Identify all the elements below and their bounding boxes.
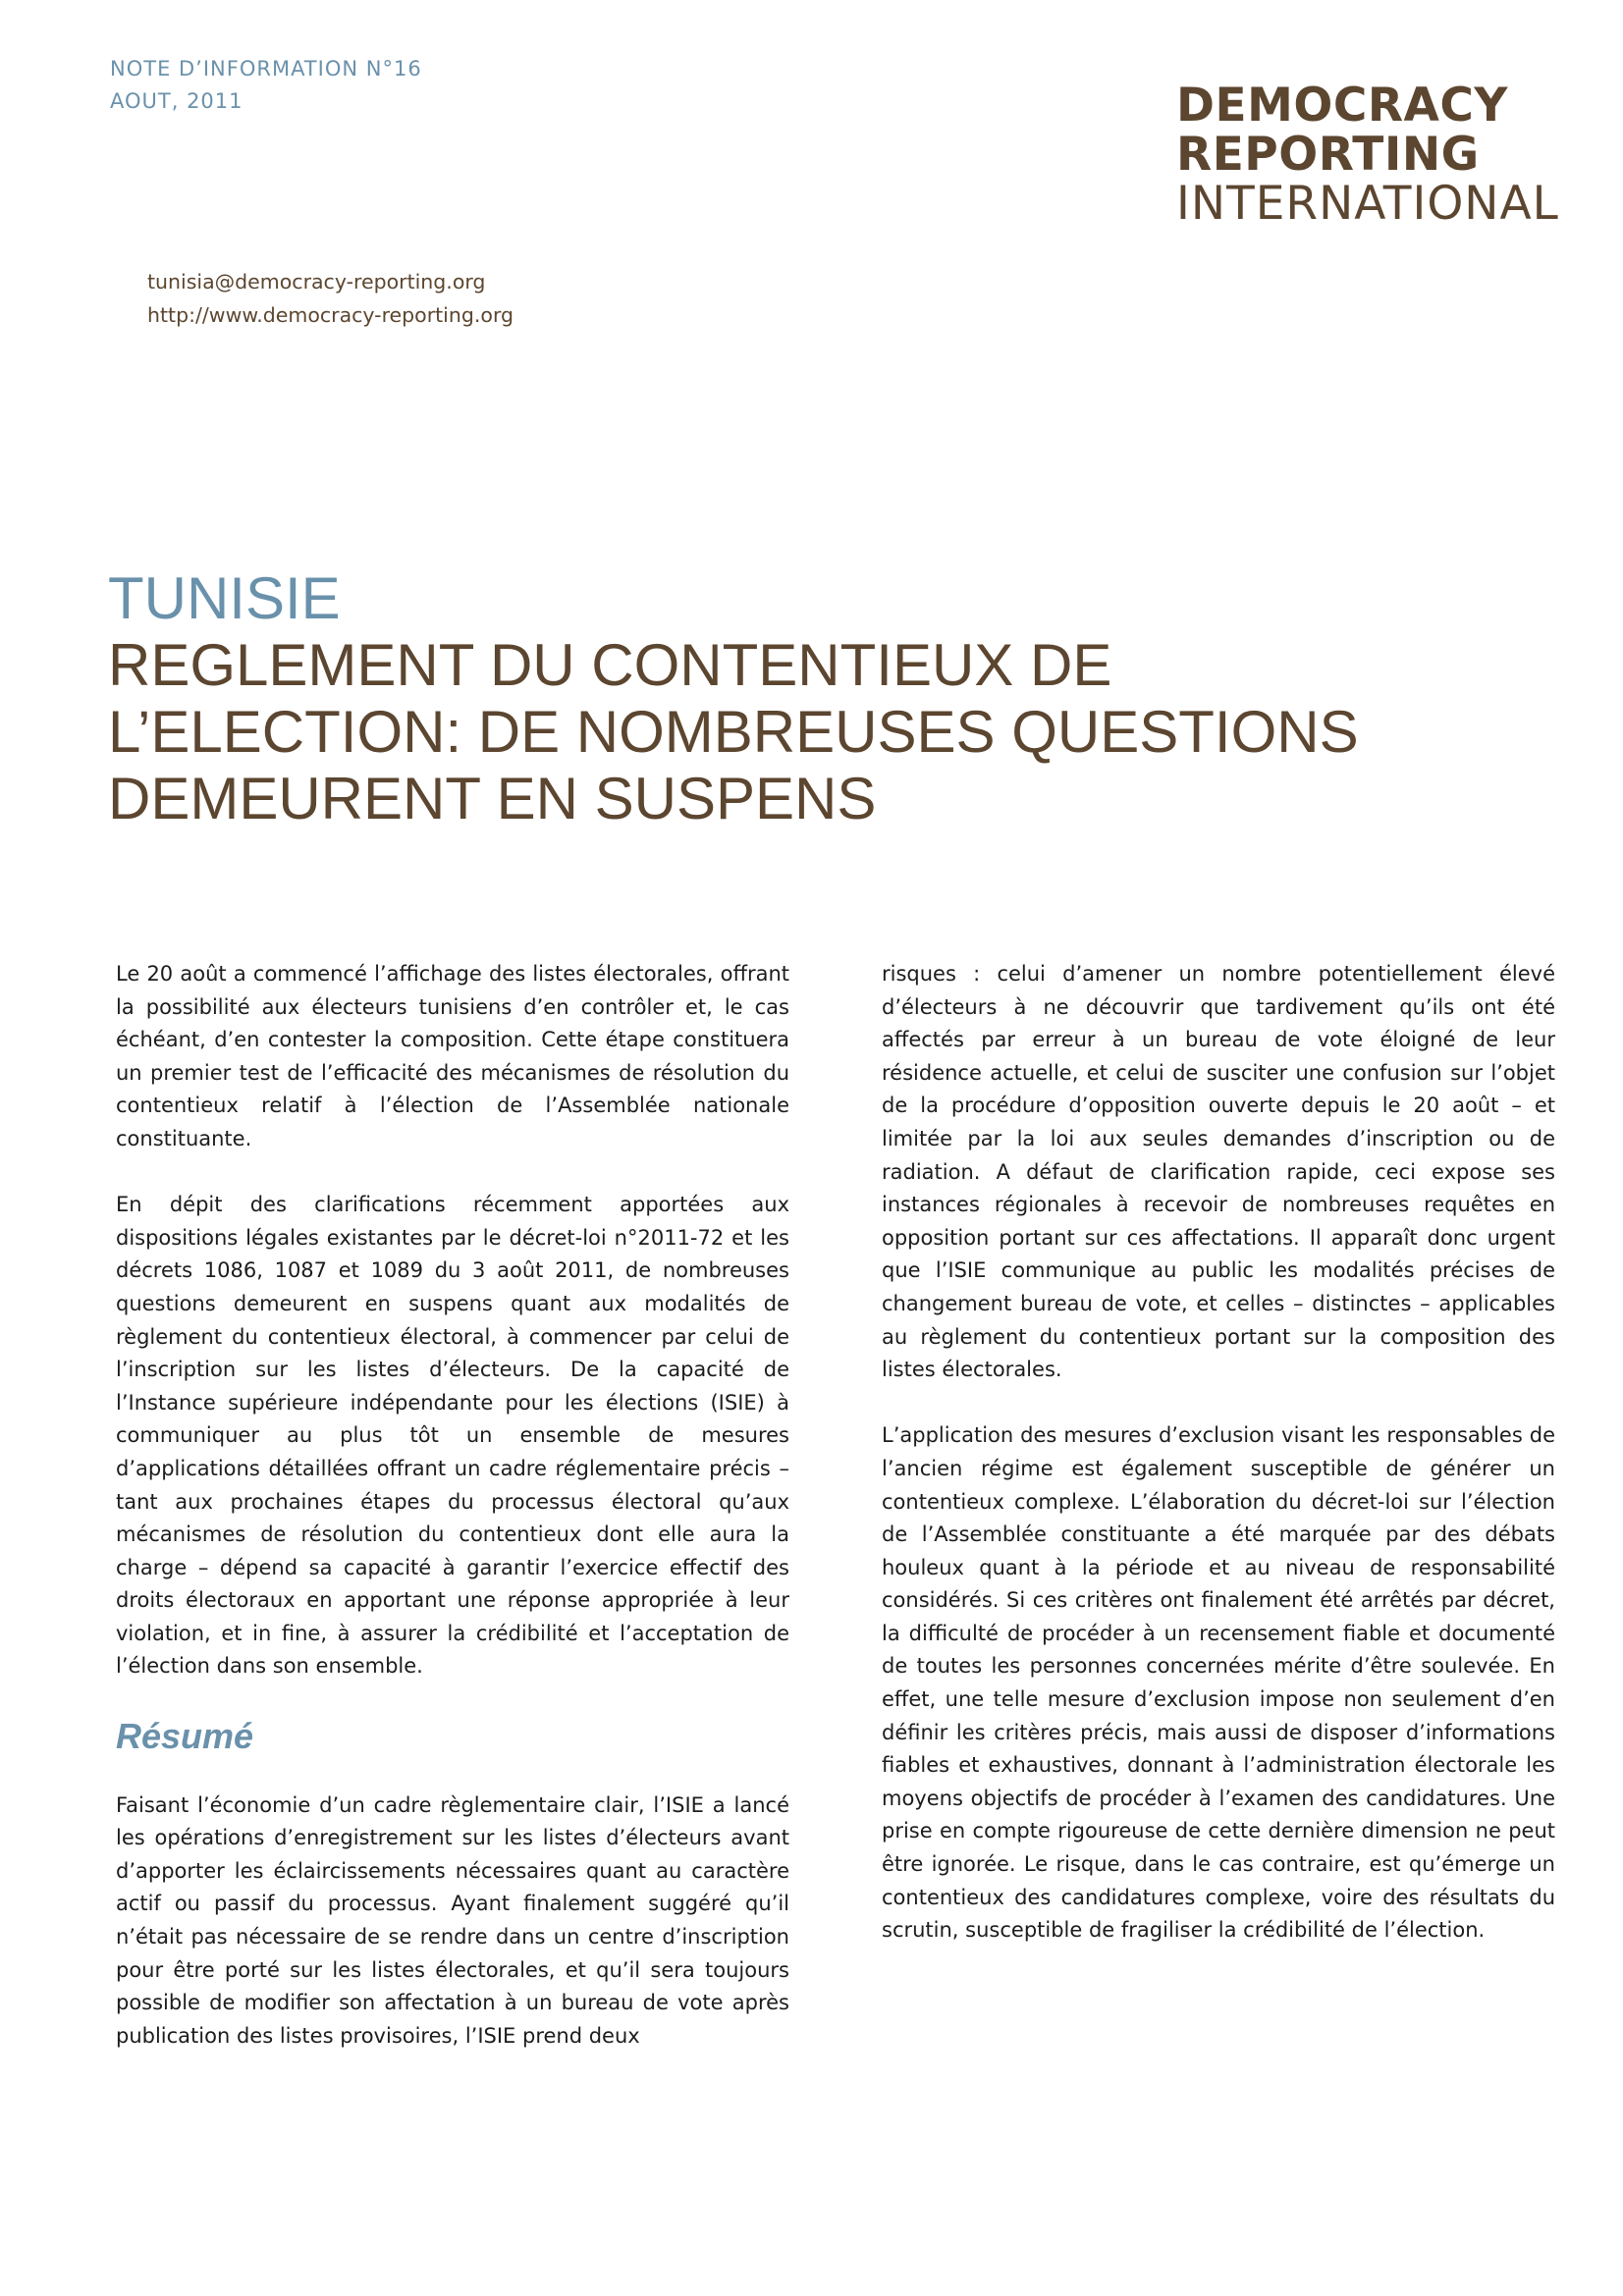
- email-link[interactable]: tunisia@democracy-reporting.org: [147, 270, 486, 294]
- document-title: [108, 565, 1483, 832]
- note-date: AOUT, 2011: [110, 89, 243, 113]
- left-column: [116, 958, 789, 2086]
- title-line-2: L’ELECTION: DE NOMBREUSES QUESTIONS: [108, 699, 1359, 765]
- title-line-3: DEMEURENT EN SUSPENS: [108, 766, 877, 831]
- risks-paragraph: risques : celui d’amener un nombre potentiellement élevé d’électeurs à ne découvrir que tardivement qu’ils ont été affectés par erreur à un bureau de vote éloigné de leur résidence actuelle, et celui de susciter une confusion sur l’objet de la procédure d’opposition ouverte depuis le 20 août – et limitée par la loi aux seules demandes d’inscription ou de radiation. A défaut de clarification rapide, ceci expose ses instances régionales à recevoir de nombreuses requêtes en opposition portant sur ces affectations. Il apparaît donc urgent que l’ISIE communique au public les modalités précises de changement bureau de vote, et celles – distinctes – applicables au règlement du contentieux portant sur la composition des listes électorales.: [882, 962, 1555, 1382]
- summary-paragraph: Faisant l’économie d’un cadre règlementaire clair, l’ISIE a lancé les opérations d’enregistrement sur les listes d’électeurs avant d’apporter les éclaircissements nécessaires quant au caractère actif ou passif du processus. Ayant finalement suggéré qu’il n’était pas nécessaire de se rendre dans un centre d’inscription pour être porté sur les listes électorales, et qu’il sera toujours possible de modifier son affectation à un bureau de vote après publication des listes provisoires, l’ISIE prend deux: [116, 1792, 789, 2048]
- context-paragraph: En dépit des clarifications récemment apportées aux dispositions légales existantes par le décret-loi n°2011-72 et les décrets 1086, 1087 et 1089 du 3 août 2011, de nombreuses questions demeurent en suspens quant aux modalités de règlement du contentieux électoral, à commencer par celui de l’inscription sur les listes d’électeurs. De la capacité de l’Instance supérieure indépendante pour les élections (ISIE) à communiquer au plus tôt un ensemble de mesures d’applications détaillées offrant un cadre réglementaire précis – tant aux prochaines étapes du processus électoral qu’aux mécanismes de résolution du contentieux dont elle aura la charge – dépend sa capacité à garantir l’exercice effectif des droits électoraux en apportant une réponse appropriée à leur violation, et in fine, à assurer la crédibilité et l’acceptation de l’élection dans son ensemble.: [116, 1193, 789, 1679]
- intro-paragraph: Le 20 août a commencé l’affichage des listes électorales, offrant la possibilité aux électeurs tunisiens d’en contrôler et, le cas échéant, d’en contester la composition. Cette étape constituera un premier test de l’efficacité des mécanismes de résolution du contentieux relatif à l’élection de l’Assemblée nationale constituante.: [116, 962, 789, 1150]
- exclusion-paragraph: L’application des mesures d’exclusion visant les responsables de l’ancien régime est également susceptible de générer un contentieux complexe. L’élaboration du décret-loi sur l’élection de l’Assemblée constituante a été marquée par des débats houleux quant à la période et au niveau de responsabilité considérés. Si ces critères ont finalement été arrêtés par décret, la difficulté de procéder à un recensement fiable et documenté de toutes les personnes concernées mérite d’être soulevée. En effet, une telle mesure d’exclusion impose non seulement d’en définir les critères précis, mais aussi de disposer d’informations fiables et exhaustives, donnant à l’administration électorale les moyens objectifs de procéder à l’examen des candidatures. Une prise en compte rigoureuse de cette dernière dimension ne peut être ignorée. Le risque, dans le cas contraire, est qu’émerge un contentieux des candidatures complexe, voire des résultats du scrutin, susceptible de fragiliser la crédibilité de l’élection.: [882, 1423, 1555, 1943]
- website-link[interactable]: http://www.democracy-reporting.org: [147, 303, 514, 327]
- document-header: [110, 53, 422, 118]
- contact-block: [147, 265, 514, 332]
- title-country: TUNISIE: [108, 565, 341, 631]
- right-column: [882, 958, 1555, 1980]
- logo-line-reporting: REPORTING: [1176, 128, 1480, 182]
- title-line-1: REGLEMENT DU CONTENTIEUX DE: [108, 632, 1112, 698]
- summary-heading: Résumé: [116, 1715, 254, 1756]
- logo-line-international: INTERNATIONAL: [1176, 177, 1559, 231]
- logo-line-democracy: DEMOCRACY: [1176, 79, 1508, 133]
- title-main: [108, 632, 1483, 832]
- dri-logo: [1176, 81, 1559, 229]
- note-number: NOTE D’INFORMATION N°16: [110, 57, 422, 80]
